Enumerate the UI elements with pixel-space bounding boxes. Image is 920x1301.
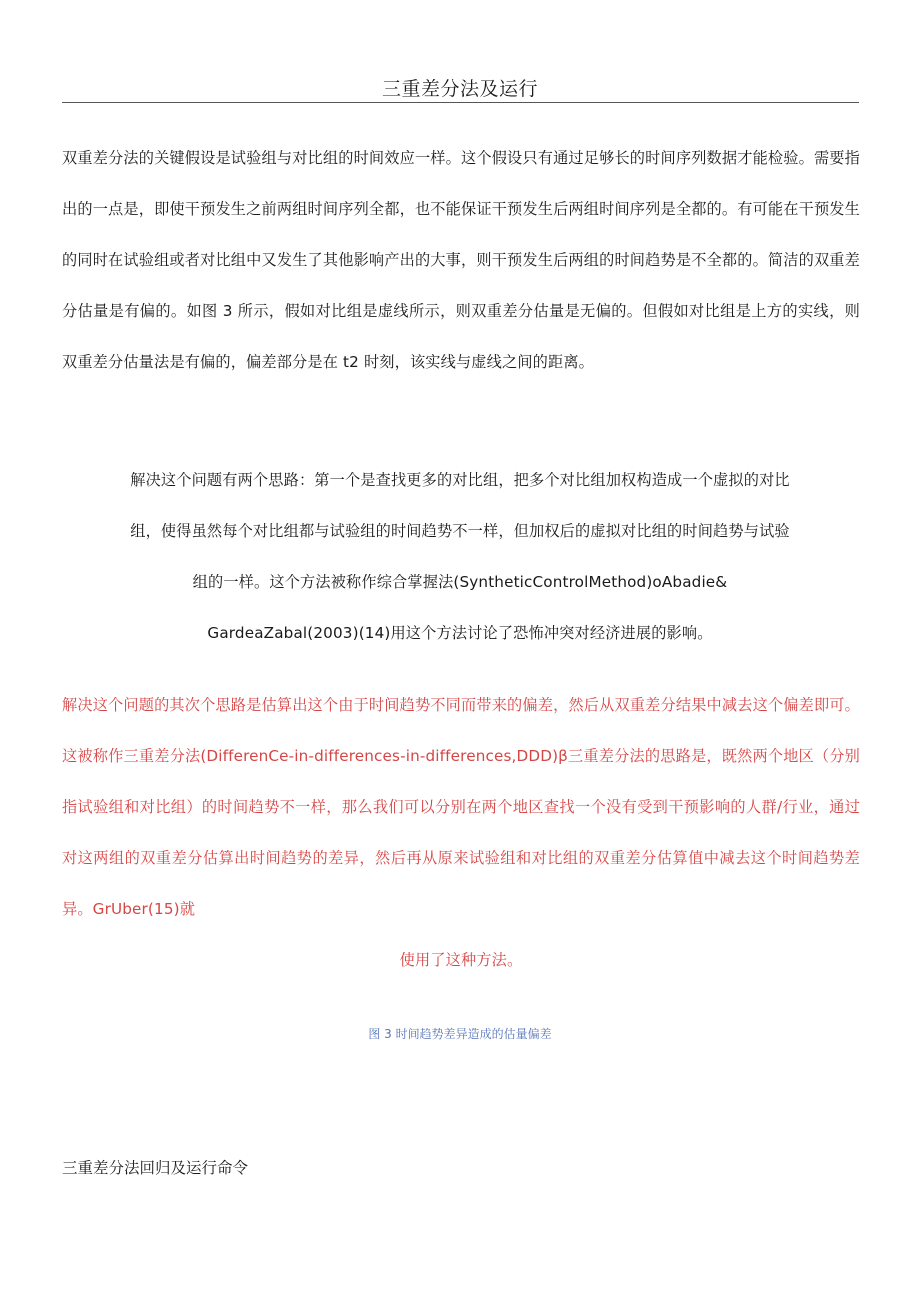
title-underline <box>62 102 859 103</box>
paragraph-ddd-method <box>62 680 860 986</box>
paragraph-did-assumption: 双重差分法的关键假设是试验组与对比组的时间效应一样。这个假设只有通过足够长的时间序列数据才能检验。需要指出的一点是，即使干预发生之前两组时间序列全都，也不能保证干预发生后两组时间序列是全都的。有可能在干预发生的同时在试验组或者对比组中又发生了其他影响产出的大事，则干预发生后两组的时间趋势是不全都的。简洁的双重差分估量是有偏的。如图 3 所示，假如对比组是虚线所示，则双重差分估量是无偏的。但假如对比组是上方的实线，则双重差分估量法是有偏的，偏差部分是在 t2 时刻，该实线与虚线之间的距离。 <box>62 149 860 371</box>
paragraph-line: 组的一样。这个方法被称作综合掌握法(SyntheticControlMethod)oAbadie& <box>192 573 728 591</box>
figure-caption: 图 3 时间趋势差异造成的估量偏差 <box>368 1027 552 1041</box>
paragraph-line: 解决这个问题有两个思路：第一个是查找更多的对比组，把多个对比组加权构造成一个虚拟的对比 <box>130 471 790 489</box>
section-heading: 三重差分法回归及运行命令 <box>62 1159 249 1177</box>
page-title: 三重差分法及运行 <box>381 78 538 100</box>
paragraph-ddd-tail: 使用了这种方法。 <box>399 951 523 969</box>
paragraph-line: 组，使得虽然每个对比组都与试验组的时间趋势不一样，但加权后的虚拟对比组的时间趋势与试验 <box>130 522 790 540</box>
paragraph-ddd-body: 解决这个问题的其次个思路是估算出这个由于时间趋势不同而带来的偏差，然后从双重差分结果中减去这个偏差即可。这被称作三重差分法(DifferenCe-in-differences-in-differences,DDD)β三重差分法的思路是，既然两个地区（分别指试验组和对比组）的时间趋势不一样，那么我们可以分别在两个地区查找一个没有受到干预影响的人群/行业，通过对这两组的双重差分估算出时间趋势的差异，然后再从原来试验组和对比组的双重差分估算值中减去这个时间趋势差异。GrUber(15)就 <box>62 696 860 918</box>
paragraph-synthetic-control <box>0 455 920 659</box>
paragraph-line: GardeaZabal(2003)(14)用这个方法讨论了恐怖冲突对经济进展的影响。 <box>207 624 713 642</box>
